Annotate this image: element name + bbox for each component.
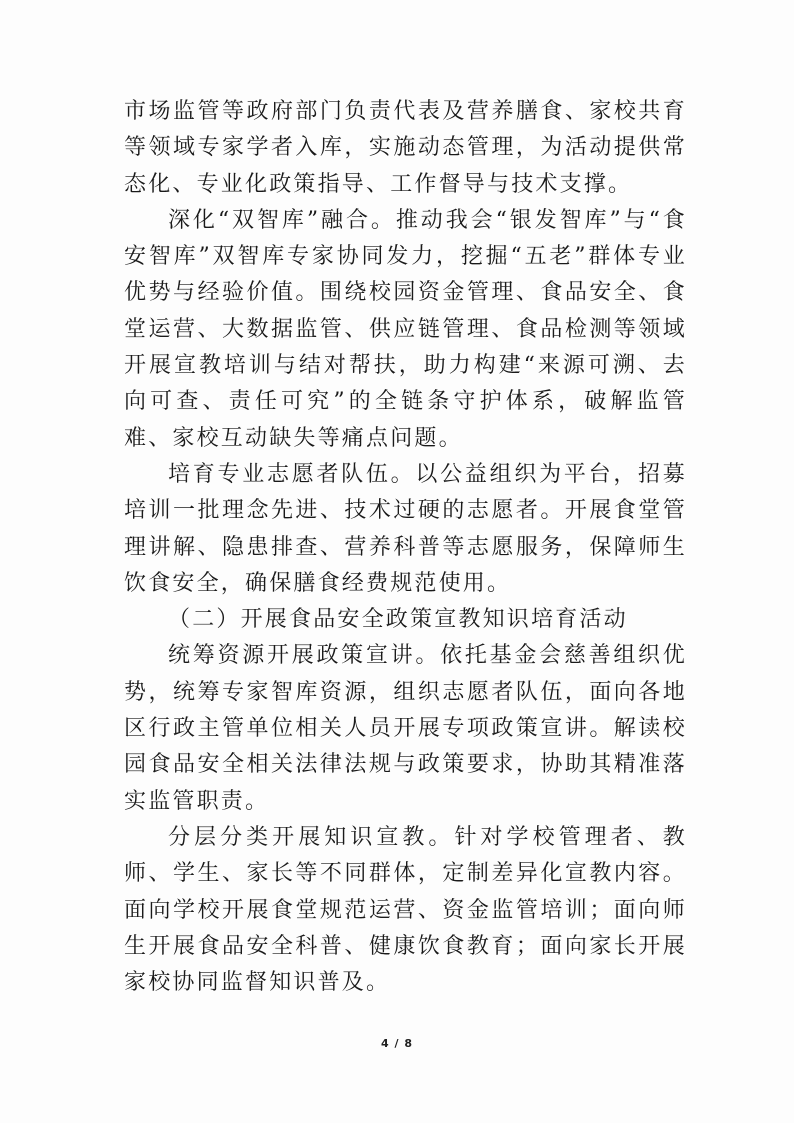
paragraph-policy-briefing: 统筹资源开展政策宣讲。依托基金会慈善组织优势，统筹专家智库资源，组织志愿者队伍，面向各地区行政主管单位相关人员开展专项政策宣讲。解读校园食品安全相关法律法规与政策要求，协助其精准落实监管职责。 (124, 643, 687, 814)
paragraph-dual-think-tank: 深化“双智库”融合。推动我会“银发智库”与“食安智库”双智库专家协同发力，挖掘“五老”群体专业优势与经验价值。围绕校园资金管理、食品安全、食堂运营、大数据监管、供应链管理、食品检测等领域开展宣教培训与结对帮扶，助力构建“来源可溯、去向可查、责任可究”的全链条守护体系，破解监管难、家校互动缺失等痛点问题。 (124, 207, 687, 451)
paragraph-expert-pool: 市场监管等政府部门负责代表及营养膳食、家校共育等领域专家学者入库，实施动态管理，为活动提供常态化、专业化政策指导、工作督导与技术支撑。 (124, 99, 687, 197)
paragraph-knowledge-education: 分层分类开展知识宣教。针对学校管理者、教师、学生、家长等不同群体，定制差异化宣教内容。面向学校开展食堂规范运营、资金监管培训；面向师生开展食品安全科普、健康饮食教育；面向家长开展家校协同监督知识普及。 (124, 824, 687, 996)
paragraph-volunteer-team: 培育专业志愿者队伍。以公益组织为平台，招募培训一批理念先进、技术过硬的志愿者。开展食堂管理讲解、隐患排查、营养科普等志愿服务，保障师生饮食安全，确保膳食经费规范使用。 (124, 461, 687, 596)
page-number: 4 / 8 (381, 1037, 413, 1050)
document-body (124, 94, 687, 1001)
section-heading-2: （二）开展食品安全政策宣教知识培育活动 (168, 607, 628, 633)
